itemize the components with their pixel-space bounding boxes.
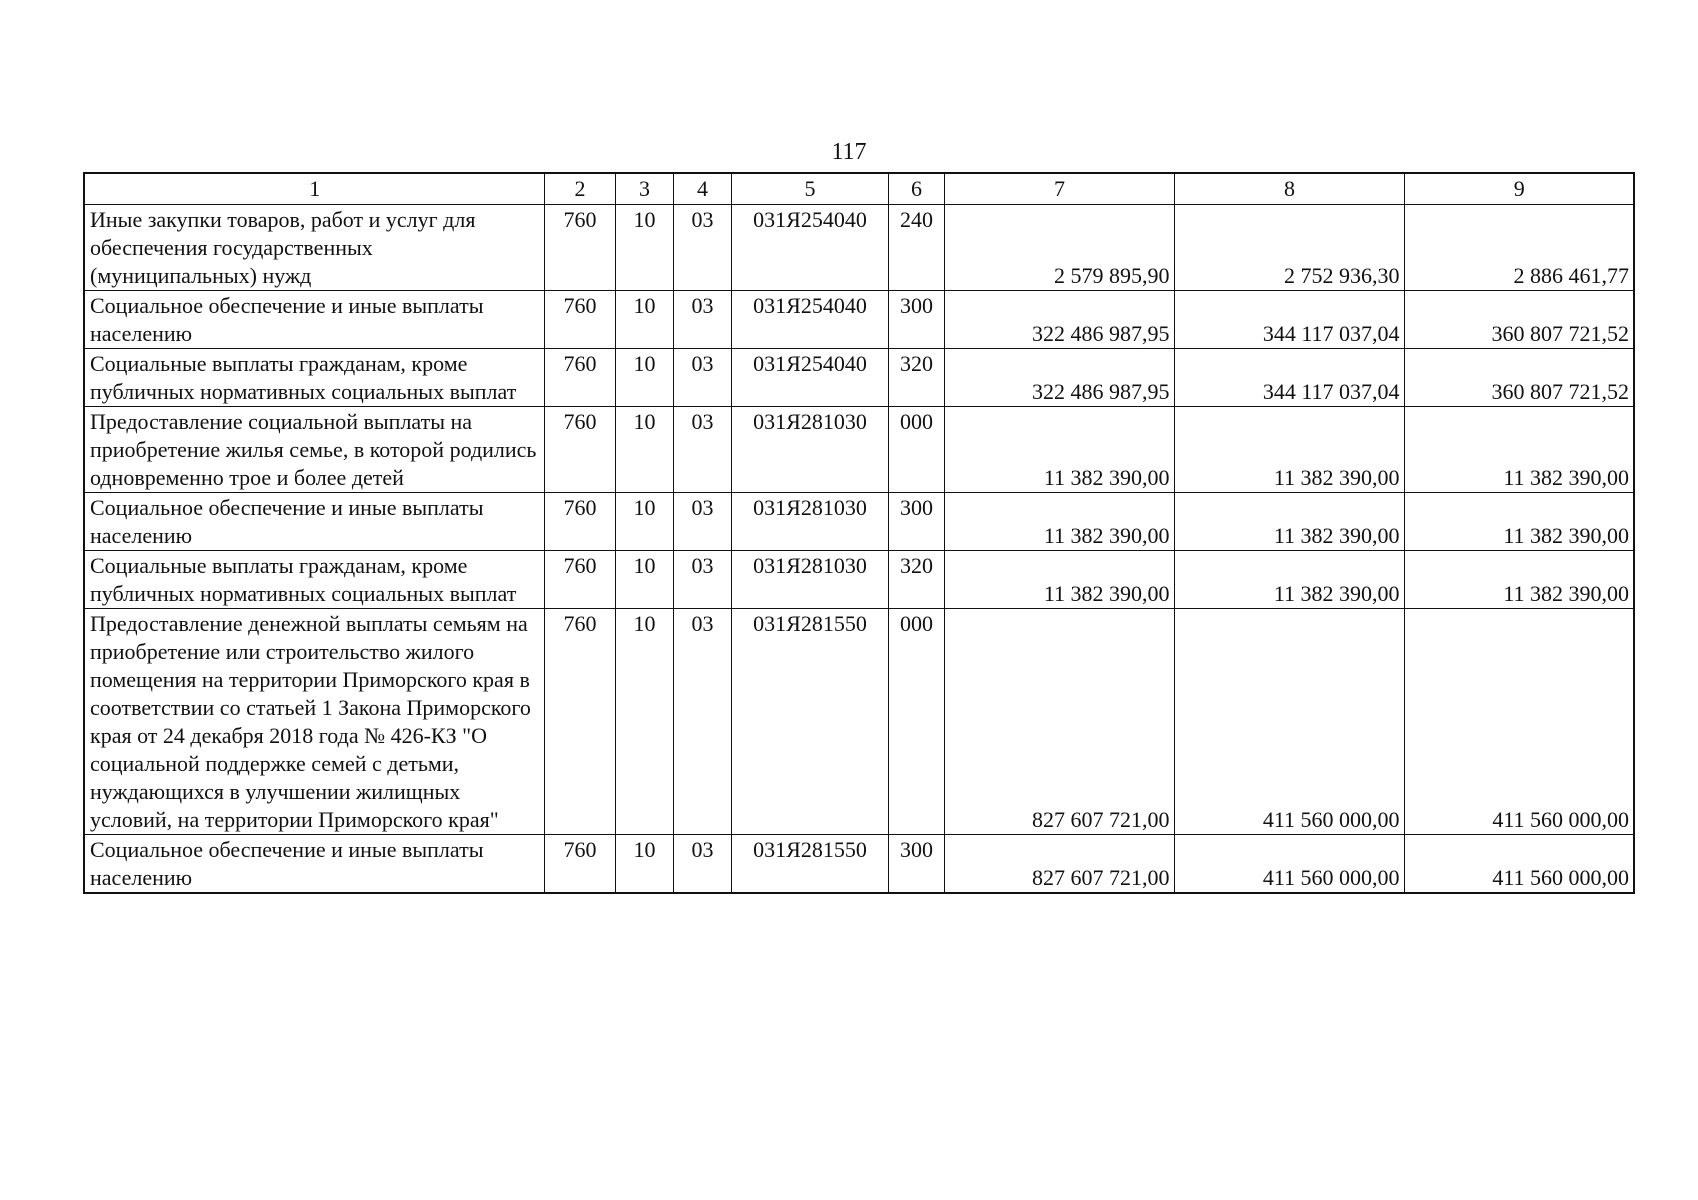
expenditure-name-cell: Социальные выплаты гражданам, кроме публичных нормативных социальных выплат (84, 349, 544, 407)
subsection-code-cell: 03 (673, 551, 731, 609)
expense-type-cell: 300 (888, 493, 944, 551)
amount-year-2-cell: 11 382 390,00 (1174, 407, 1404, 493)
amount-year-2-cell: 344 117 037,04 (1174, 291, 1404, 349)
subsection-code-cell: 03 (673, 205, 731, 291)
column-number: 3 (615, 173, 673, 205)
amount-year-1-cell: 11 382 390,00 (944, 551, 1174, 609)
column-number: 6 (888, 173, 944, 205)
page-number: 117 (831, 139, 867, 165)
target-article-cell: 031Я281030 (731, 551, 888, 609)
expenditure-name-cell: Социальное обеспечение и иные выплаты населению (84, 835, 544, 894)
expense-type-cell: 300 (888, 835, 944, 894)
section-code-cell: 10 (615, 291, 673, 349)
target-article-cell: 031Я281550 (731, 835, 888, 894)
column-number: 8 (1174, 173, 1404, 205)
section-code-cell: 10 (615, 493, 673, 551)
amount-year-1-cell: 827 607 721,00 (944, 609, 1174, 835)
amount-year-3-cell: 411 560 000,00 (1404, 835, 1634, 894)
subsection-code-cell: 03 (673, 407, 731, 493)
table-row (84, 407, 1634, 493)
target-article-cell: 031Я281030 (731, 407, 888, 493)
amount-year-3-cell: 2 886 461,77 (1404, 205, 1634, 291)
column-number: 5 (731, 173, 888, 205)
section-code-cell: 10 (615, 609, 673, 835)
amount-year-2-cell: 11 382 390,00 (1174, 493, 1404, 551)
column-number: 1 (84, 173, 544, 205)
expenditure-name-cell: Иные закупки товаров, работ и услуг для обеспечения государственных (муниципальных) нужд (84, 205, 544, 291)
amount-year-2-cell: 411 560 000,00 (1174, 835, 1404, 894)
ministry-code-cell: 760 (544, 407, 615, 493)
column-number-row (84, 173, 1634, 205)
target-article-cell: 031Я254040 (731, 205, 888, 291)
table-row (84, 493, 1634, 551)
amount-year-1-cell: 2 579 895,90 (944, 205, 1174, 291)
expenditure-name-cell: Социальные выплаты гражданам, кроме публичных нормативных социальных выплат (84, 551, 544, 609)
target-article-cell: 031Я254040 (731, 291, 888, 349)
ministry-code-cell: 760 (544, 349, 615, 407)
section-code-cell: 10 (615, 349, 673, 407)
amount-year-3-cell: 360 807 721,52 (1404, 349, 1634, 407)
column-number: 7 (944, 173, 1174, 205)
section-code-cell: 10 (615, 551, 673, 609)
target-article-cell: 031Я281550 (731, 609, 888, 835)
table-row (84, 205, 1634, 291)
table-row (84, 349, 1634, 407)
subsection-code-cell: 03 (673, 349, 731, 407)
amount-year-3-cell: 360 807 721,52 (1404, 291, 1634, 349)
amount-year-2-cell: 411 560 000,00 (1174, 609, 1404, 835)
target-article-cell: 031Я281030 (731, 493, 888, 551)
expenditure-name-cell: Предоставление денежной выплаты семьям на приобретение или строительство жилого помещения на территории Приморского края в соответствии со статьей 1 Закона Приморского края от 24 декабря 2018 года № 426-КЗ "О социальной поддержке семей с детьми, нуждающихся в улучшении жилищных условий, на территории Приморского края" (84, 609, 544, 835)
ministry-code-cell: 760 (544, 493, 615, 551)
column-number: 9 (1404, 173, 1634, 205)
amount-year-3-cell: 11 382 390,00 (1404, 493, 1634, 551)
column-number: 2 (544, 173, 615, 205)
amount-year-1-cell: 827 607 721,00 (944, 835, 1174, 894)
table-row (84, 291, 1634, 349)
expense-type-cell: 240 (888, 205, 944, 291)
amount-year-1-cell: 11 382 390,00 (944, 493, 1174, 551)
ministry-code-cell: 760 (544, 835, 615, 894)
subsection-code-cell: 03 (673, 291, 731, 349)
ministry-code-cell: 760 (544, 551, 615, 609)
expense-type-cell: 000 (888, 609, 944, 835)
subsection-code-cell: 03 (673, 493, 731, 551)
expense-type-cell: 320 (888, 551, 944, 609)
ministry-code-cell: 760 (544, 291, 615, 349)
amount-year-1-cell: 11 382 390,00 (944, 407, 1174, 493)
amount-year-2-cell: 344 117 037,04 (1174, 349, 1404, 407)
column-number: 4 (673, 173, 731, 205)
subsection-code-cell: 03 (673, 609, 731, 835)
amount-year-3-cell: 11 382 390,00 (1404, 551, 1634, 609)
amount-year-2-cell: 2 752 936,30 (1174, 205, 1404, 291)
table-row (84, 609, 1634, 835)
section-code-cell: 10 (615, 835, 673, 894)
expenditure-name-cell: Предоставление социальной выплаты на приобретение жилья семье, в которой родились одновременно трое и более детей (84, 407, 544, 493)
ministry-code-cell: 760 (544, 205, 615, 291)
table-row (84, 551, 1634, 609)
amount-year-3-cell: 11 382 390,00 (1404, 407, 1634, 493)
expenditure-name-cell: Социальное обеспечение и иные выплаты населению (84, 493, 544, 551)
ministry-code-cell: 760 (544, 609, 615, 835)
budget-table (83, 172, 1635, 894)
expense-type-cell: 000 (888, 407, 944, 493)
expense-type-cell: 320 (888, 349, 944, 407)
table-row (84, 835, 1634, 894)
amount-year-2-cell: 11 382 390,00 (1174, 551, 1404, 609)
expenditure-name-cell: Социальное обеспечение и иные выплаты населению (84, 291, 544, 349)
target-article-cell: 031Я254040 (731, 349, 888, 407)
section-code-cell: 10 (615, 407, 673, 493)
amount-year-3-cell: 411 560 000,00 (1404, 609, 1634, 835)
amount-year-1-cell: 322 486 987,95 (944, 349, 1174, 407)
expense-type-cell: 300 (888, 291, 944, 349)
section-code-cell: 10 (615, 205, 673, 291)
amount-year-1-cell: 322 486 987,95 (944, 291, 1174, 349)
subsection-code-cell: 03 (673, 835, 731, 894)
